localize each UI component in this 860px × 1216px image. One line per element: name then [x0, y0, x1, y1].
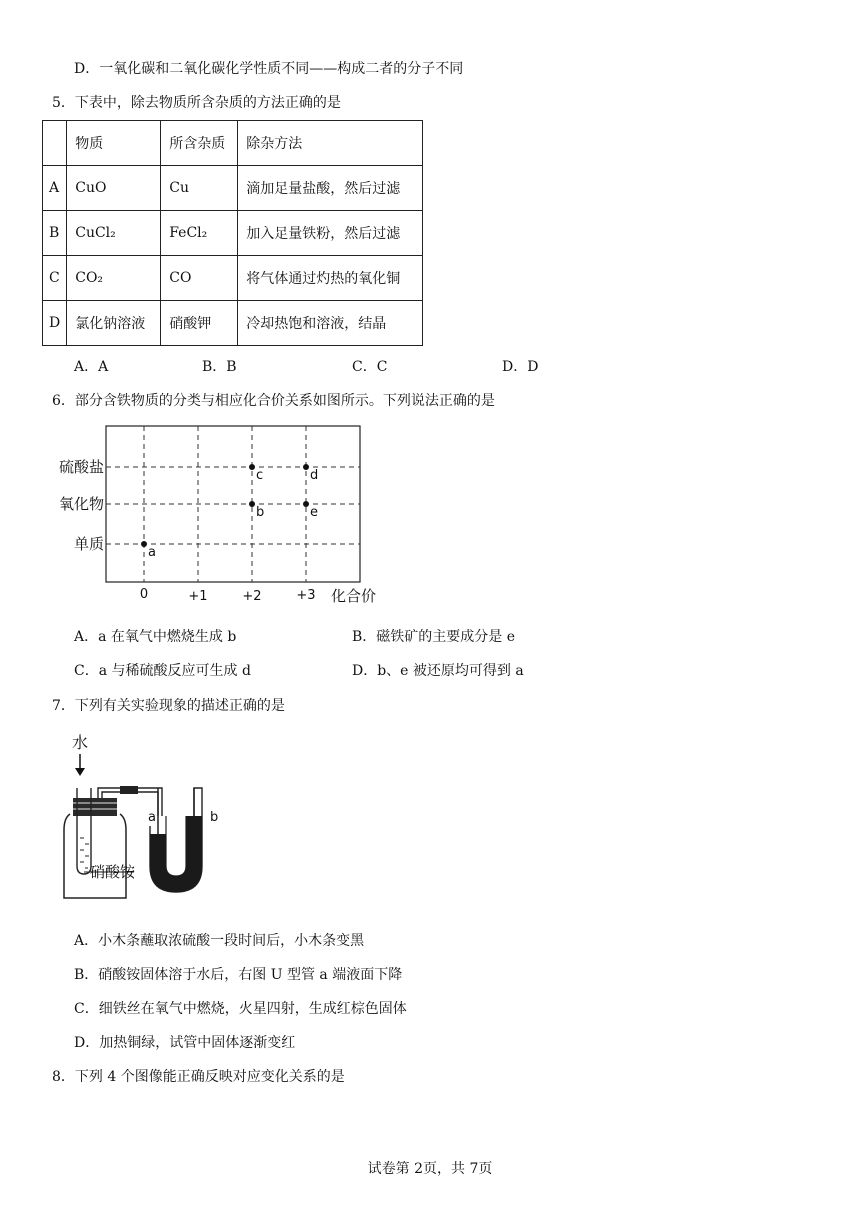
row-method: 将气体通过灼热的氧化铜	[238, 256, 423, 301]
q7-option-a: A．小木条蘸取浓硫酸一段时间后，小木条变黑	[74, 933, 365, 949]
q4-option-d: D．一氧化碳和二氧化碳化学性质不同——构成二者的分子不同	[74, 61, 464, 77]
q5-option-b: B．B	[202, 359, 237, 375]
chart-point-b	[249, 501, 255, 507]
y-label-element: 单质	[73, 535, 104, 553]
water-label: 水	[72, 733, 89, 752]
row-label: D	[43, 301, 67, 346]
u-tube-inner	[166, 816, 186, 876]
q7-option-b: B．硝酸铵固体溶于水后，右图 U 型管 a 端液面下降	[74, 967, 403, 983]
flask-body	[64, 814, 126, 898]
chart-point-label-b: b	[256, 505, 265, 520]
page-footer: 试卷第 2页，共 7页	[367, 1161, 493, 1177]
chart-point-e	[303, 501, 309, 507]
q6-option-a: A．a 在氧气中燃烧生成 b	[74, 629, 237, 645]
x-tick-3: +3	[296, 588, 316, 603]
q8-stem: 8．下列 4 个图像能正确反映对应变化关系的是	[52, 1069, 345, 1085]
row-label: B	[43, 211, 67, 256]
row-impurity: CO	[161, 256, 238, 301]
x-tick-2: +2	[242, 589, 262, 604]
row-impurity: Cu	[161, 166, 238, 211]
chart-point-label-d: d	[310, 468, 319, 483]
u-tube-apparatus-diagram	[50, 726, 240, 906]
row-substance: 氯化钠溶液	[67, 301, 161, 346]
x-axis-title: 化合价	[331, 587, 377, 605]
row-impurity: 硝酸钾	[161, 301, 238, 346]
q7-stem: 7．下列有关实验现象的描述正确的是	[52, 698, 285, 714]
chart-grid	[106, 426, 360, 582]
stopper-stripe	[73, 808, 117, 810]
chart-point-a	[141, 541, 147, 547]
q6-option-d: D．b、e 被还原均可得到 a	[352, 663, 524, 679]
header-cell-method: 除杂方法	[238, 121, 423, 166]
q5-option-d: D．D	[502, 359, 539, 375]
row-method: 冷却热饱和溶液，结晶	[238, 301, 423, 346]
chart-point-c	[249, 464, 255, 470]
y-label-sulfate: 硫酸盐	[58, 458, 104, 476]
row-method: 滴加足量盐酸，然后过滤	[238, 166, 423, 211]
x-tick-1: +1	[188, 589, 208, 604]
rubber-stopper	[73, 798, 117, 816]
q5-option-c: C．C	[352, 359, 388, 375]
q6-option-c: C．a 与稀硫酸反应可生成 d	[74, 663, 251, 679]
q7-option-c: C．细铁丝在氧气中燃烧，火星四射，生成红棕色固体	[74, 1001, 407, 1017]
arrow-down-icon	[75, 768, 85, 776]
y-label-oxide: 氧化物	[58, 495, 104, 513]
q5-option-a: A．A	[74, 359, 109, 375]
row-substance: CuCl₂	[67, 211, 161, 256]
row-substance: CuO	[67, 166, 161, 211]
u-tube-liquid	[158, 816, 194, 884]
row-impurity: FeCl₂	[161, 211, 238, 256]
x-tick-0: 0	[139, 587, 149, 602]
header-cell-substance: 物质	[67, 121, 161, 166]
reagent-label: 硝酸铵	[90, 863, 136, 881]
rubber-connector	[120, 786, 138, 794]
chart-point-label-e: e	[310, 505, 318, 520]
q6-option-b: B．磁铁矿的主要成分是 e	[352, 629, 516, 645]
tube-water-dashes	[80, 838, 89, 868]
chart-points	[141, 464, 318, 560]
chart-point-d	[303, 464, 309, 470]
label-a: a	[148, 810, 156, 825]
row-method: 加入足量铁粉，然后过滤	[238, 211, 423, 256]
q6-stem: 6．部分含铁物质的分类与相应化合价关系如图所示。下列说法正确的是	[52, 393, 495, 409]
chart-point-label-c: c	[256, 468, 264, 483]
q7-option-d: D．加热铜绿，试管中固体逐渐变红	[74, 1035, 296, 1051]
header-cell-impurity: 所含杂质	[161, 121, 238, 166]
chart-point-label-a: a	[148, 545, 156, 560]
stopper-stripe	[73, 802, 117, 804]
row-label: A	[43, 166, 67, 211]
q5-stem: 5．下表中，除去物质所含杂质的方法正确的是	[52, 95, 341, 111]
label-b: b	[210, 810, 219, 825]
row-substance: CO₂	[67, 256, 161, 301]
row-label: C	[43, 256, 67, 301]
